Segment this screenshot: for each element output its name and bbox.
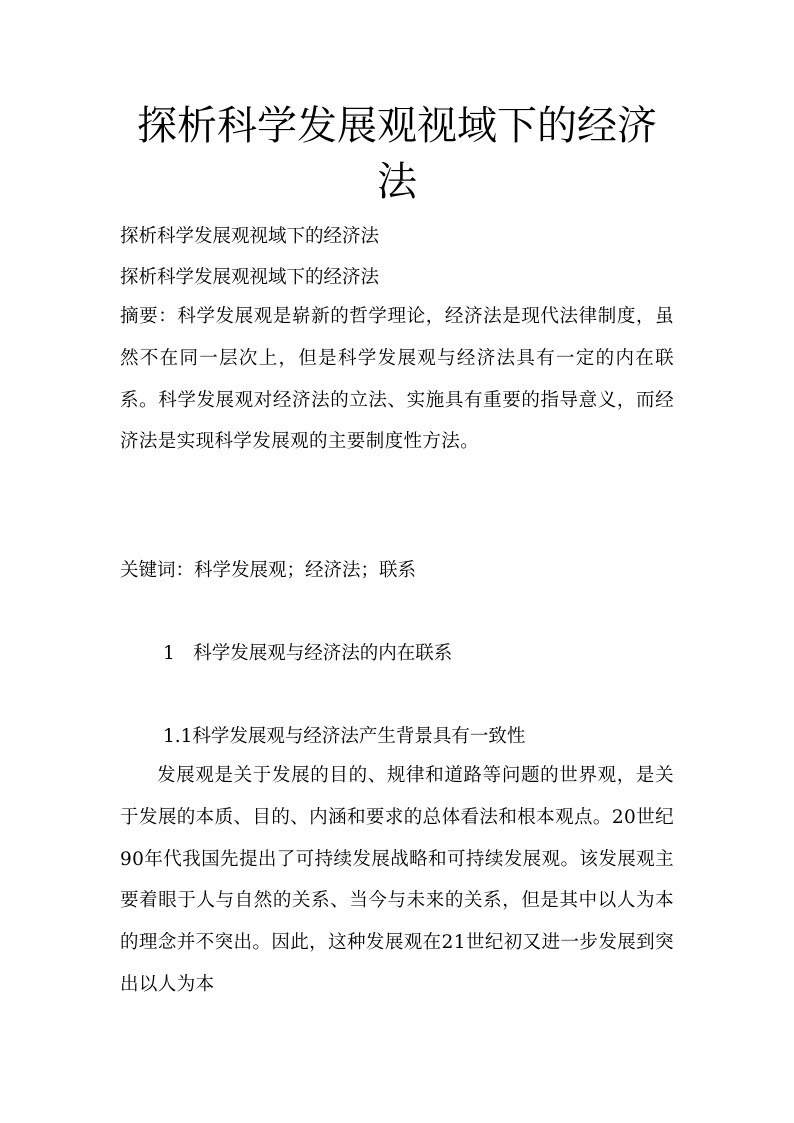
subtitle-line-1: 探析科学发展观视域下的经济法	[120, 226, 380, 247]
abstract-paragraph: 摘要：科学发展观是崭新的哲学理论，经济法是现代法律制度，虽然不在同一层次上，但是科学发展观与经济法具有一定的内在联系。科学发展观对经济法的立法、实施具有重要的指导意义，而经济法是实现科学发展观的主要制度性方法。	[120, 306, 674, 453]
subtitle-line-2: 探析科学发展观视域下的经济法	[120, 267, 380, 288]
section-1-1-heading: 1.1科学发展观与经济法产生背景具有一致性	[163, 726, 526, 747]
keywords-line: 关键词：科学发展观；经济法；联系	[120, 560, 417, 581]
document-title: 探析科学发展观视域下的经济法	[137, 103, 657, 205]
section-1-heading: 1 科学发展观与经济法的内在联系	[163, 643, 453, 664]
body-paragraph: 发展观是关于发展的目的、规律和道路等问题的世界观，是关于发展的本质、目的、内涵和要求的总体看法和根本观点。20世纪90年代我国先提出了可持续发展战略和可持续发展观。该发展观主要着眼于人与自然的关系、当今与未来的关系，但是其中以人为本的理念并不突出。因此，这种发展观在21世纪初又进一步发展到突出以人为本	[120, 765, 674, 995]
